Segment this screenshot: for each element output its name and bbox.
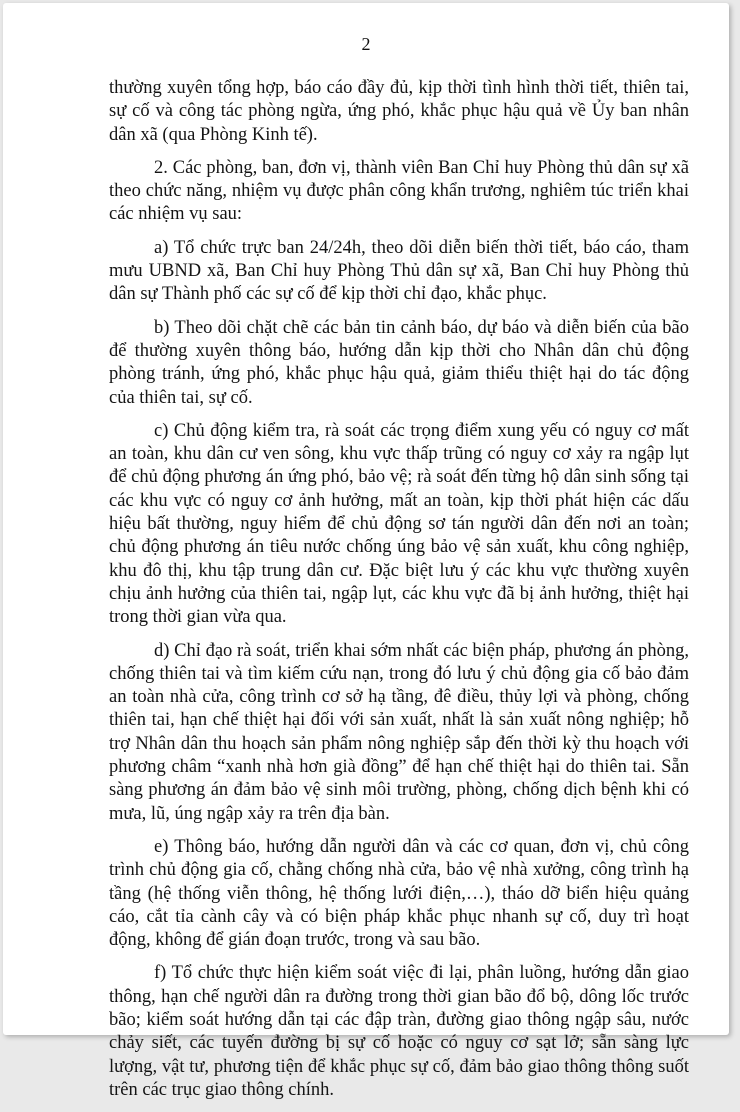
paragraph-item-2b: b) Theo dõi chặt chẽ các bản tin cảnh báo, dự báo và diễn biến của bão để thường xuyên thông báo, hướng dẫn kịp thời cho Nhân dân chủ động phòng tránh, ứng phó, khắc phục hậu quả, giảm thiểu thiệt hại do tác động của thiên tai, sự cố.	[109, 317, 689, 408]
paragraph-item-2: 2. Các phòng, ban, đơn vị, thành viên Ban Chỉ huy Phòng thủ dân sự xã theo chức năng, nhiệm vụ được phân công khẩn trương, nghiêm túc triển khai các nhiệm vụ sau:	[109, 157, 689, 225]
paragraph-item-2d: d) Chỉ đạo rà soát, triển khai sớm nhất các biện pháp, phương án phòng, chống thiên tai và tìm kiếm cứu nạn, trong đó lưu ý chủ động gia cố bảo đảm an toàn nhà cửa, công trình cơ sở hạ tầng, đê điều, thủy lợi và phòng, chống thiên tai, hạn chế thiệt hại đối với sản xuất, nhất là sản xuất nông nghiệp; hỗ trợ Nhân dân thu hoạch sản phẩm nông nghiệp sắp đến thời kỳ thu hoạch với phương châm “xanh nhà hơn già đồng” để hạn chế thiệt hại do thiên tai. Sẵn sàng phương án đảm bảo vệ sinh môi trường, phòng, chống dịch bệnh khi có mưa, lũ, úng ngập xảy ra trên địa bàn.	[109, 640, 689, 824]
page-number: 2	[361, 34, 371, 54]
paragraph-item-2c: c) Chủ động kiểm tra, rà soát các trọng điểm xung yếu có nguy cơ mất an toàn, khu dân cư ven sông, khu vực thấp trũng có nguy cơ xảy ra ngập lụt để chủ động phương án ứng phó, bảo vệ; rà soát đến từng hộ dân sinh sống tại các khu vực có nguy cơ ảnh hưởng, mất an toàn, kịp thời phát hiện các dấu hiệu bất thường, nguy hiểm để chủ động sơ tán người dân đến nơi an toàn; chủ động phương án tiêu nước chống úng bảo vệ sản xuất, khu công nghiệp, khu đô thị, khu tập trung dân cư. Đặc biệt lưu ý các khu vực thường xuyên chịu ảnh hưởng của thiên tai, ngập lụt, các khu vực đã bị ảnh hưởng, thiệt hại trong thời gian vừa qua.	[109, 420, 689, 628]
document-body	[109, 77, 689, 1112]
paragraph-item-2f: f) Tổ chức thực hiện kiểm soát việc đi lại, phân luồng, hướng dẫn giao thông, hạn chế người dân ra đường trong thời gian bão đổ bộ, dông lốc trước bão; kiểm soát hướng dẫn tại các đập tràn, đường giao thông ngập sâu, nước chảy siết, các tuyến đường bị sự cố hoặc có nguy cơ sạt lở; sẵn sàng lực lượng, vật tư, phương tiện để khắc phục sự cố, đảm bảo giao thông thông suốt trên các trục giao thông chính.	[109, 963, 689, 1100]
paragraph-continuation: thường xuyên tổng hợp, báo cáo đầy đủ, kịp thời tình hình thời tiết, thiên tai, sự cố và công tác phòng ngừa, ứng phó, khắc phục hậu quả về Ủy ban nhân dân xã (qua Phòng Kinh tế).	[109, 78, 689, 145]
document-page	[3, 3, 729, 1100]
paragraph-item-2a: a) Tổ chức trực ban 24/24h, theo dõi diễn biến thời tiết, báo cáo, tham mưu UBND xã, Ban Chỉ huy Phòng Thủ dân sự xã, Ban Chỉ huy Phòng thủ dân sự Thành phố các sự cố để kịp thời chỉ đạo, khắc phục.	[109, 237, 689, 305]
paragraph-item-2e: e) Thông báo, hướng dẫn người dân và các cơ quan, đơn vị, chủ công trình chủ động gia cố, chằng chống nhà cửa, bảo vệ nhà xưởng, công trình hạ tầng (hệ thống viễn thông, hệ thống lưới điện,…), tháo dỡ biển hiệu quảng cáo, cắt tỉa cành cây và có biện pháp khắc phục nhanh sự cố, duy trì hoạt động, không để gián đoạn trước, trong và sau bão.	[109, 836, 689, 951]
